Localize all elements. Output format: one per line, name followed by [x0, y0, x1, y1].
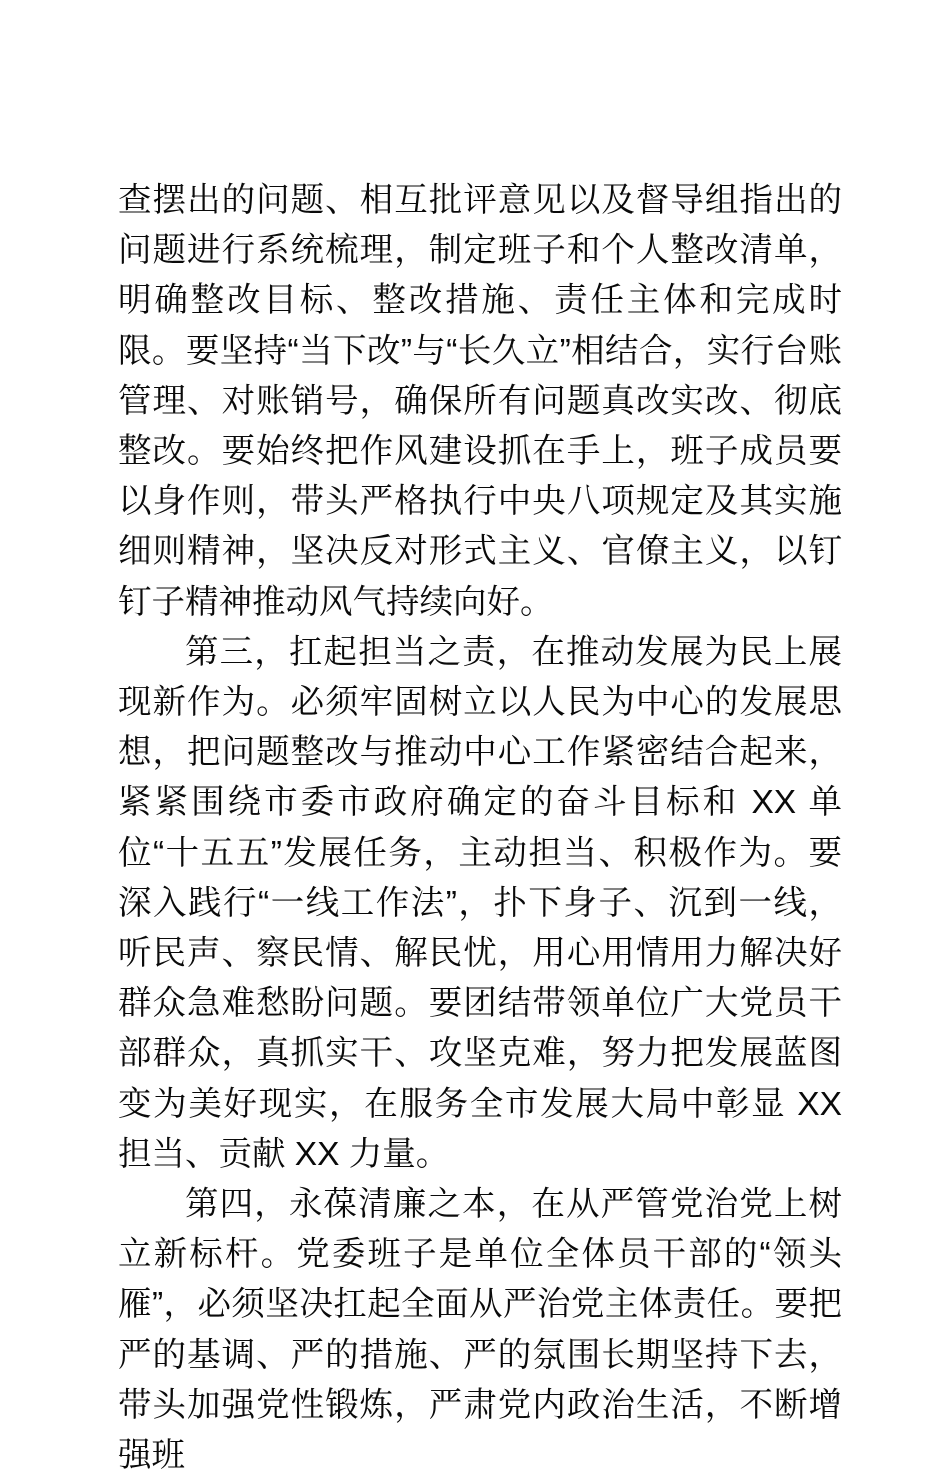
- paragraph-continuation: 查摆出的问题、相互批评意见以及督导组指出的问题进行系统梳理，制定班子和个人整改清单，明确整改目标、整改措施、责任主体和完成时限。要坚持“当下改”与“长久立”相结合，实行台账管理、对账销号，确保所有问题真改实改、彻底整改。要始终把作风建设抓在手上，班子成员要以身作则，带头严格执行中央八项规定及其实施细则精神，坚决反对形式主义、官僚主义，以钉钉子精神推动风气持续向好。: [118, 182, 842, 621]
- document-body: [118, 176, 842, 1481]
- paragraph-section-four: 第四，永葆清廉之本，在从严管党治党上树立新标杆。党委班子是单位全体员干部的“领头雁”，必须坚决扛起全面从严治党主体责任。要把严的基调、严的措施、严的氛围长期坚持下去，带头加强党性锻炼，严肃党内政治生活，不断增强班: [118, 1186, 842, 1475]
- paragraph-section-three: 第三，扛起担当之责，在推动发展为民上展现新作为。必须牢固树立以人民为中心的发展思想，把问题整改与推动中心工作紧密结合起来，紧紧围绕市委市政府确定的奋斗目标和 XX 单位“十五五”发展任务，主动担当、积极作为。要深入践行“一线工作法”，扑下身子、沉到一线，听民声、察民情、解民忧，用心用情用力解决好群众急难愁盼问题。要团结带领单位广大党员干部群众，真抓实干、攻坚克难，努力把发展蓝图变为美好现实，在服务全市发展大局中彰显 XX 担当、贡献 XX 力量。: [118, 633, 842, 1173]
